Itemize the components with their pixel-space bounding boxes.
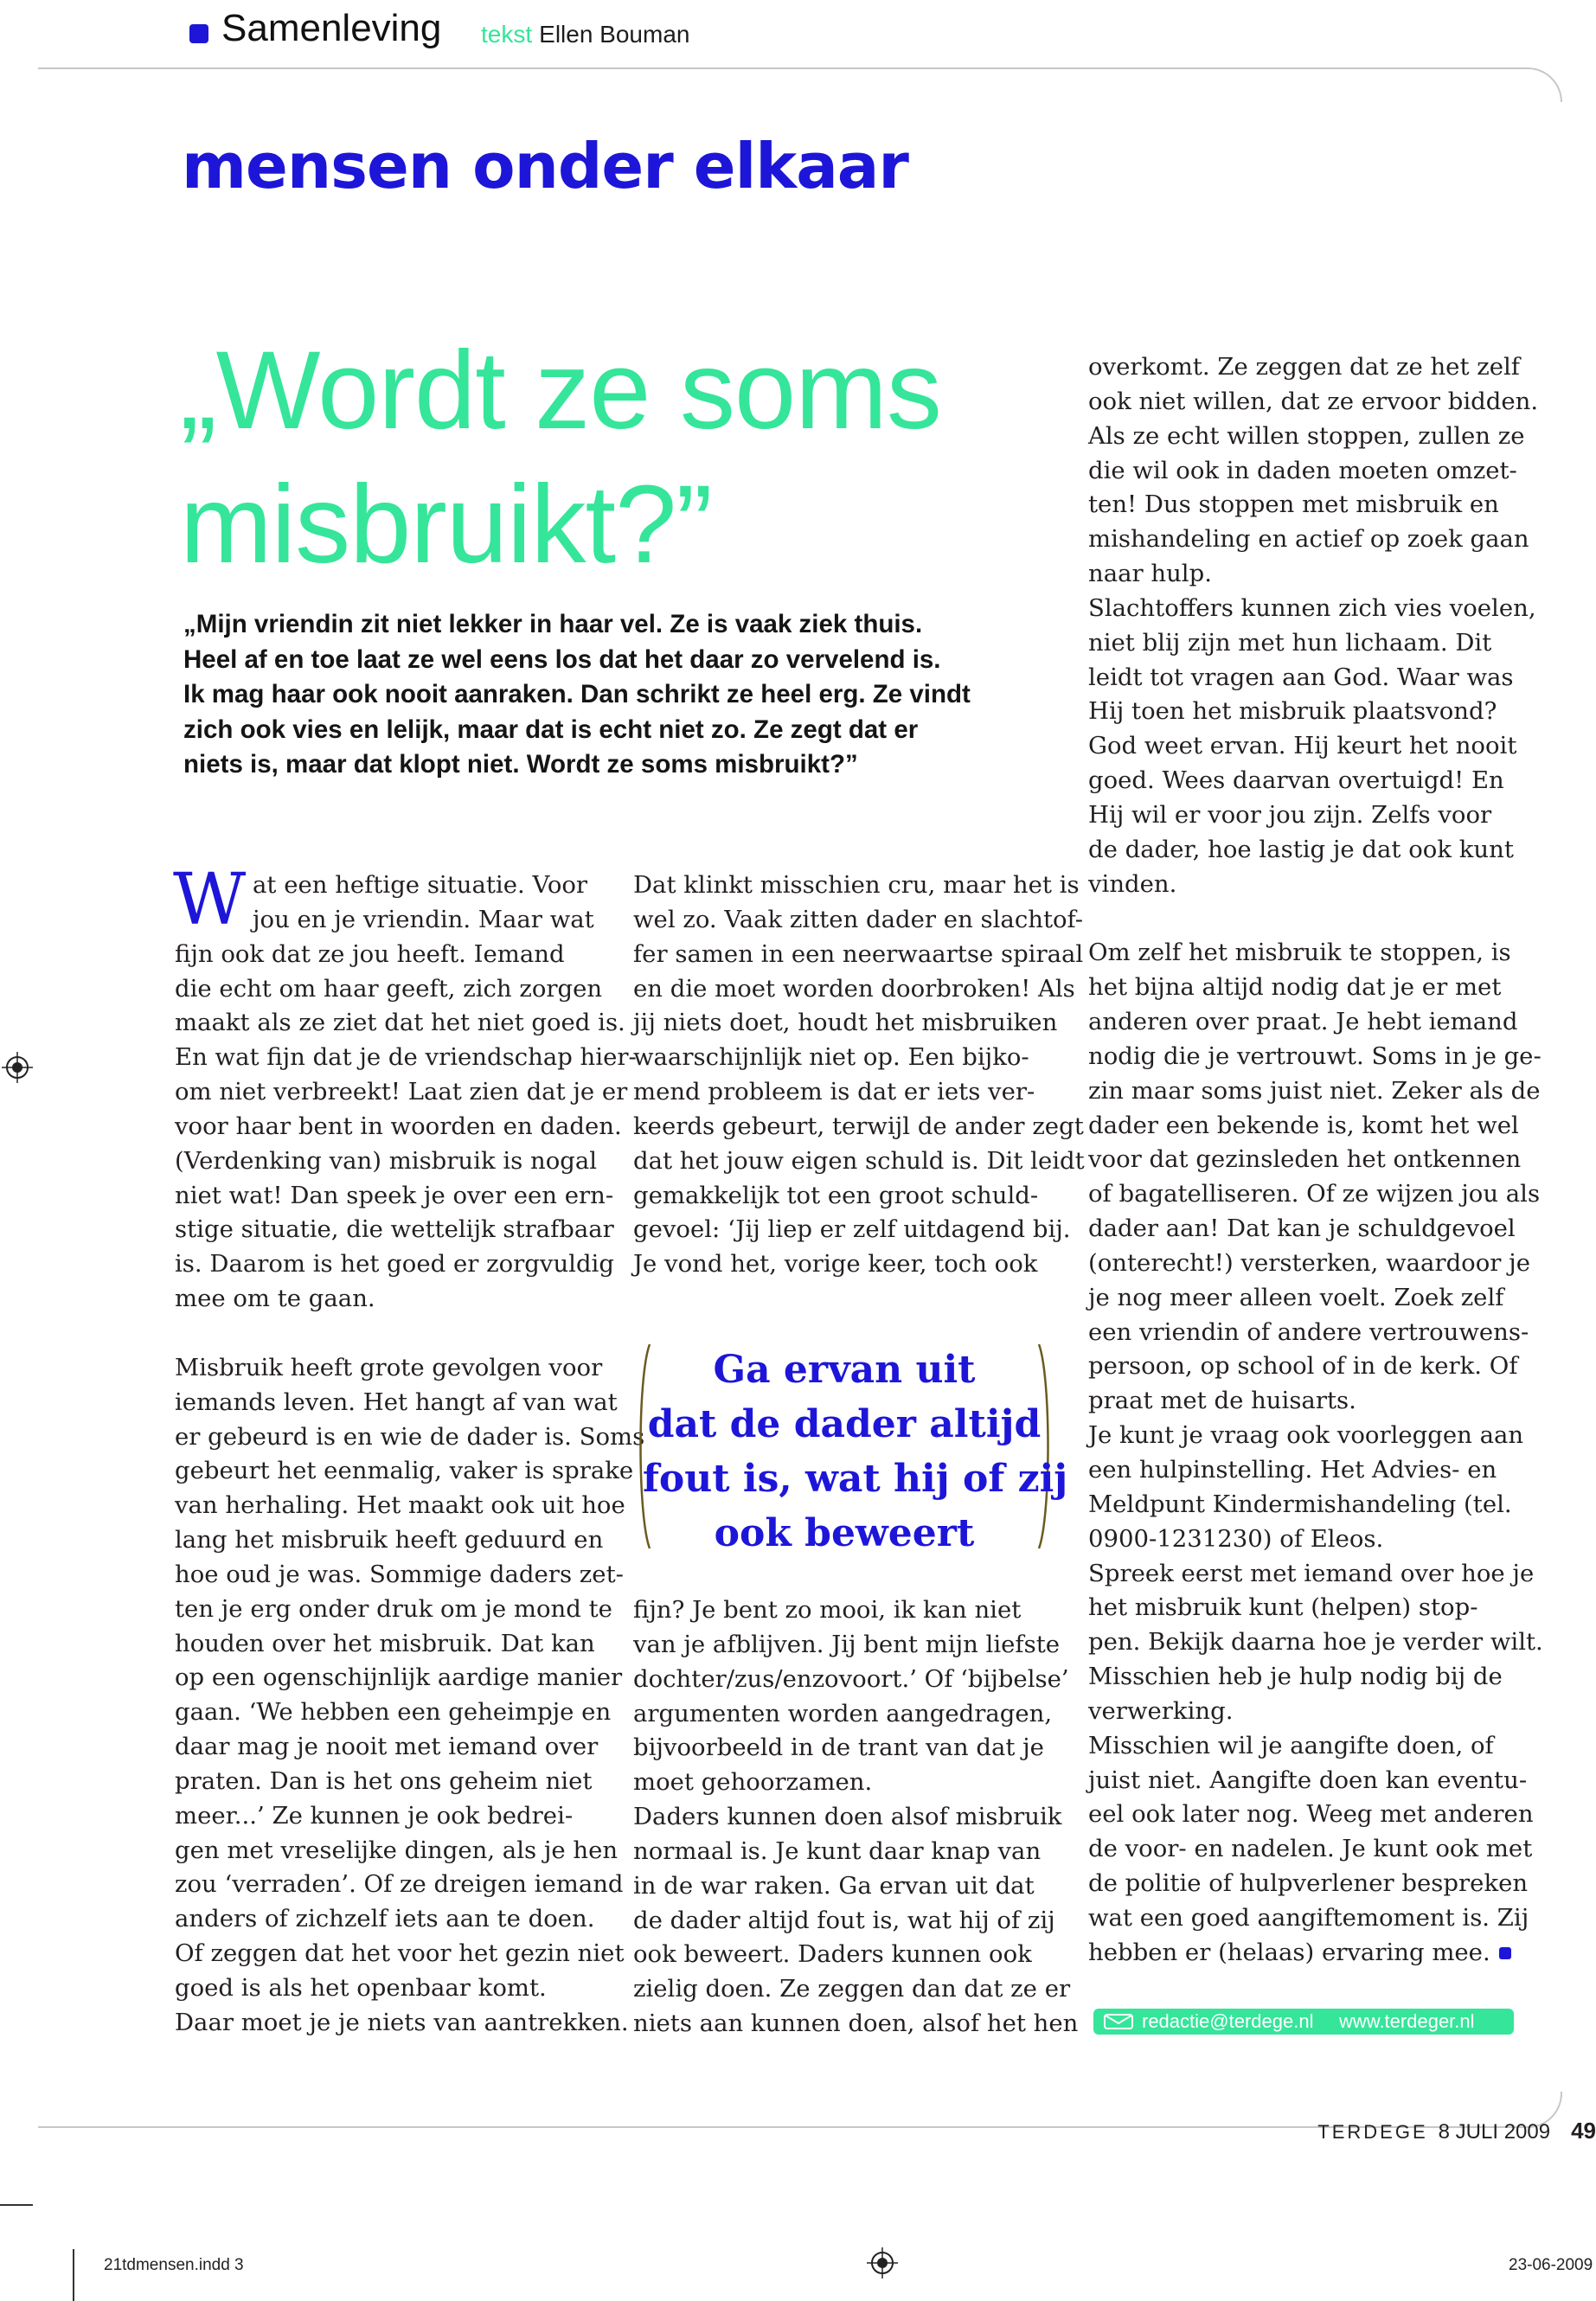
contact-bar [1093,2009,1514,2035]
body-line: fer samen in een neerwaartse spiraal [633,939,1084,968]
top-rule [38,67,1562,102]
body-line: Daders kunnen doen alsof misbruik [633,1803,1062,1831]
magazine-name: TERDEGE [1317,2121,1428,2143]
body-line: wel zo. Vaak zitten dader en slachtof- [633,905,1084,933]
body-line: de voor- en nadelen. Je kunt ook met [1088,1835,1533,1863]
body-line: jij niets doet, houdt het misbruiken [633,1009,1058,1037]
body-line: goed. Wees daarvan overtuigd! En [1088,766,1504,795]
body-line: voor haar bent in woorden en daden. [175,1112,622,1140]
body-line: dat het jouw eigen schuld is. Dit leidt [633,1146,1085,1175]
body-line: leidt tot vragen aan God. Waar was [1088,663,1514,691]
body-line: mend probleem is dat er iets ver- [633,1078,1035,1106]
body-line: jou en je vriendin. Maar wat [253,905,594,933]
body-line: je nog meer alleen voelt. Zoek zelf [1088,1283,1504,1311]
section-title: Samenleving [221,7,442,49]
body-line: ook beweert. Daders kunnen ook [633,1940,1032,1969]
body-line: een hulpinstelling. Het Advies- en [1088,1456,1497,1484]
body-line: 0900-1231230) of Eleos. [1088,1524,1384,1553]
body-line: gebeurt het eenmalig, vaker is sprake [175,1457,634,1485]
slug-date: 23-06-2009 [1509,2256,1593,2274]
body-line: voor dat gezinsleden het ontkennen [1088,1145,1522,1174]
body-line: daar mag je nooit met iemand over [175,1733,599,1761]
body-line: verwerking. [1088,1696,1234,1725]
body-line: de dader altijd fout is, wat hij of zij [633,1906,1055,1934]
body-line: praat met de huisarts. [1088,1387,1356,1415]
drop-cap: W [173,859,247,941]
body-line: de dader, hoe lastig je dat ook kunt [1088,835,1514,863]
question-line: Ik mag haar ook nooit aanraken. Dan schrikt ze heel erg. Ze vindt [183,680,971,708]
question-line: Heel af en toe laat ze wel eens los dat het daar zo vervelend is. [183,644,941,674]
body-line: bijvoorbeeld in de trant van dat je [633,1734,1044,1762]
body-line: goed is als het openbaar komt. [175,1974,547,2002]
body-line: mishandeling en actief op zoek gaan [1088,525,1529,554]
page-number: 49 [1571,2118,1596,2144]
body-line: Misbruik heeft grote gevolgen voor [175,1353,603,1381]
body-line: (Verdenking van) misbruik is nogal [175,1146,598,1175]
question-line: „Mijn vriendin zit niet lekker in haar vel. Ze is vaak ziek thuis. [183,610,923,638]
body-line: fijn? Je bent zo mooi, ik kan niet [633,1596,1022,1624]
body-line: (onterecht!) versterken, waardoor je [1088,1248,1530,1277]
issue-date: 8 JULI 2009 [1438,2120,1551,2144]
body-line: het misbruik kunt (helpen) stop- [1088,1593,1478,1622]
body-line: Daar moet je je niets van aantrekken. [175,2008,629,2036]
body-line: ten! Dus stoppen met misbruik en [1088,490,1499,519]
body-line: Meldpunt Kindermishandeling (tel. [1088,1490,1512,1518]
body-line: is. Daarom is het goed er zorgvuldig [175,1250,614,1279]
body-line: dader aan! Dat kan je schuldgevoel [1088,1215,1516,1243]
body-line: Of zeggen dat het voor het gezin niet [175,1939,625,1968]
body-line: Je vond het, vorige keer, toch ook [633,1250,1038,1279]
body-line: gen met vreselijke dingen, als je hen [175,1836,619,1864]
question-line: zich ook vies en lelijk, maar dat is echt niet zo. Ze zegt dat er [183,715,919,744]
body-line: in de war raken. Ga ervan uit dat [633,1871,1035,1900]
body-line: hoe oud je was. Sommige daders zet- [175,1560,624,1588]
body-line: gemakkelijk tot een groot schuld- [633,1181,1039,1209]
headline-line: „Wordt ze soms [180,329,941,452]
body-line: meer...’ Ze kunnen je ook bedrei- [175,1801,574,1830]
body-line: mee om te gaan. [175,1285,375,1313]
paragraph-gap [175,1317,607,1351]
body-line: waarschijnlijk niet op. Een bijko- [633,1043,1029,1072]
body-line: die wil ook in daden moeten omzet- [1088,456,1517,484]
body-line: van je afblijven. Jij bent mijn liefste [633,1630,1061,1658]
body-line: Misschien wil je aangifte doen, of [1088,1731,1494,1759]
headline-line: misbruikt?” [180,463,712,586]
body-line: Hij toen het misbruik plaatsvond? [1088,697,1497,726]
registration-mark-icon [2,1052,33,1083]
crop-mark [0,2204,33,2206]
envelope-icon [1104,2014,1133,2029]
author-name: Ellen Bouman [539,21,690,48]
body-line: iemands leven. Het hangt af van wat [175,1388,618,1416]
body-line: een vriendin of andere vertrouwens- [1088,1317,1529,1346]
body-line: stige situatie, die wettelijk strafbaar [175,1215,614,1244]
body-line: normaal is. Je kunt daar knap van [633,1836,1042,1865]
body-line: keerds gebeurt, terwijl de ander zegt [633,1112,1084,1140]
body-line: En wat fijn dat je de vriendschap hier- [175,1043,637,1072]
body-line: niets aan kunnen doen, alsof het hen [633,2009,1079,2038]
body-line: dader een bekende is, komt het wel [1088,1111,1519,1139]
body-line: argumenten worden aangedragen, [633,1699,1053,1727]
body-line: van herhaling. Het maakt ook uit hoe [175,1491,625,1520]
body-line: maakt als ze ziet dat het niet goed is. [175,1009,625,1037]
body-line: anderen over praat. Je hebt iemand [1088,1008,1518,1036]
author-credit [481,21,689,48]
body-line: at een heftige situatie. Voor [253,871,588,899]
body-line: ook niet willen, dat ze ervoor bidden. [1088,387,1539,415]
body-line: pen. Bekijk daarna hoe je verder wilt. [1088,1628,1543,1657]
body-line: gaan. ‘We hebben een geheimpje en [175,1698,612,1727]
body-line: zin maar soms juist niet. Zeker als de [1088,1076,1541,1105]
body-line: Om zelf het misbruik te stoppen, is [1088,939,1511,967]
question-line: niets is, maar dat klopt niet. Wordt ze soms misbruikt?” [183,750,858,779]
body-line: houden over het misbruik. Dat kan [175,1629,595,1657]
credit-label: tekst [481,21,533,48]
body-line: naar hulp. [1088,560,1212,588]
column-1-lines [175,938,645,2041]
pull-quote-line: dat de dader altijd [647,1402,1042,1446]
section-marker-square [189,24,208,43]
page-footer [1317,2118,1596,2144]
body-line: hebben er (helaas) ervaring mee. [1088,1936,1538,1971]
pull-quote-line: ook beweert [714,1511,975,1555]
pull-quote-text [643,1343,1068,1561]
body-line: Dat klinkt misschien cru, maar het is [633,871,1080,899]
body-line: persoon, op school of in de kerk. Of [1088,1352,1518,1381]
body-line: juist niet. Aangifte doen kan eventu- [1088,1766,1528,1794]
body-line: lang het misbruik heeft geduurd en [175,1526,604,1554]
end-of-article-square [1499,1947,1511,1959]
body-line: Slachtoffers kunnen zich vies voelen, [1088,593,1536,622]
body-line: het bijna altijd nodig dat je er met [1088,973,1502,1002]
email-link[interactable]: redactie@terdege.nl [1142,2010,1314,2032]
body-line: dochter/zus/enzovoort.’ Of ‘bijbelse’ [633,1664,1069,1693]
body-line: moet gehoorzamen. [633,1768,873,1797]
body-line: om niet verbreekt! Laat zien dat je er [175,1078,628,1106]
body-line: anders of zichzelf iets aan te doen. [175,1905,595,1933]
article-column-2-bottom [633,1593,1079,2041]
body-line: of bagatelliseren. Of ze wijzen jou als [1088,1180,1541,1208]
article-column-2-top [633,868,1085,1282]
body-line: God weet ervan. Hij keurt het nooit [1088,732,1517,760]
body-line: de politie of hulpverlener bespreken [1088,1869,1529,1898]
website-link[interactable]: www.terdeger.nl [1339,2010,1475,2032]
crop-mark [73,2249,74,2301]
pull-quote-line: Ga ervan uit [713,1348,976,1392]
paragraph-gap [1088,902,1538,937]
body-line: Hij wil er voor jou zijn. Zelfs voor [1088,800,1492,829]
rubric-title: mensen onder elkaar [182,130,908,202]
pull-quote [634,1343,1068,1555]
body-line: vinden. [1088,869,1177,898]
article-column-3 [1088,350,1543,1971]
registration-mark-icon [867,2247,898,2279]
headline [180,324,1045,592]
body-line: gevoel: ‘Jij liep er zelf uitdagend bij. [633,1215,1071,1244]
body-line: niet wat! Dan speek je over een ern- [175,1181,614,1209]
body-line: zielig doen. Ze zeggen dan dat ze er [633,1975,1071,2003]
body-line: Spreek eerst met iemand over hoe je [1088,1559,1535,1587]
body-line: praten. Dan is het ons geheim niet [175,1766,593,1795]
body-line: wat een goed aangiftemoment is. Zij [1088,1903,1529,1932]
body-line: en die moet worden doorbroken! Als [633,974,1075,1003]
body-line: overkomt. Ze zeggen dat ze het zelf [1088,353,1520,381]
article-column-1 [173,859,645,2041]
body-line: ten je erg onder druk om je mond te [175,1594,612,1623]
reader-question [183,607,1048,783]
body-line: fijn ook dat ze jou heeft. Iemand [175,939,565,968]
body-line: die echt om haar geeft, zich zorgen [175,974,603,1003]
body-line: Als ze echt willen stoppen, zullen ze [1088,421,1525,450]
slug-filename: 21tdmensen.indd 3 [104,2256,244,2274]
body-line: eel ook later nog. Weeg met anderen [1088,1800,1534,1829]
body-line: zou ‘verraden’. Of ze dreigen iemand [175,1870,624,1899]
body-line: Misschien heb je hulp nodig bij de [1088,1663,1503,1691]
body-line: Je kunt je vraag ook voorleggen aan [1088,1421,1524,1450]
body-line: er gebeurd is en wie de dader is. Soms [175,1422,645,1451]
body-line: niet blij zijn met hun lichaam. Dit [1088,628,1492,657]
body-line: nodig die je vertrouwt. Soms in je ge- [1088,1042,1542,1070]
body-line: op een ogenschijnlijk aardige manier [175,1663,623,1692]
pull-quote-line: fout is, wat hij of zij [643,1457,1068,1501]
